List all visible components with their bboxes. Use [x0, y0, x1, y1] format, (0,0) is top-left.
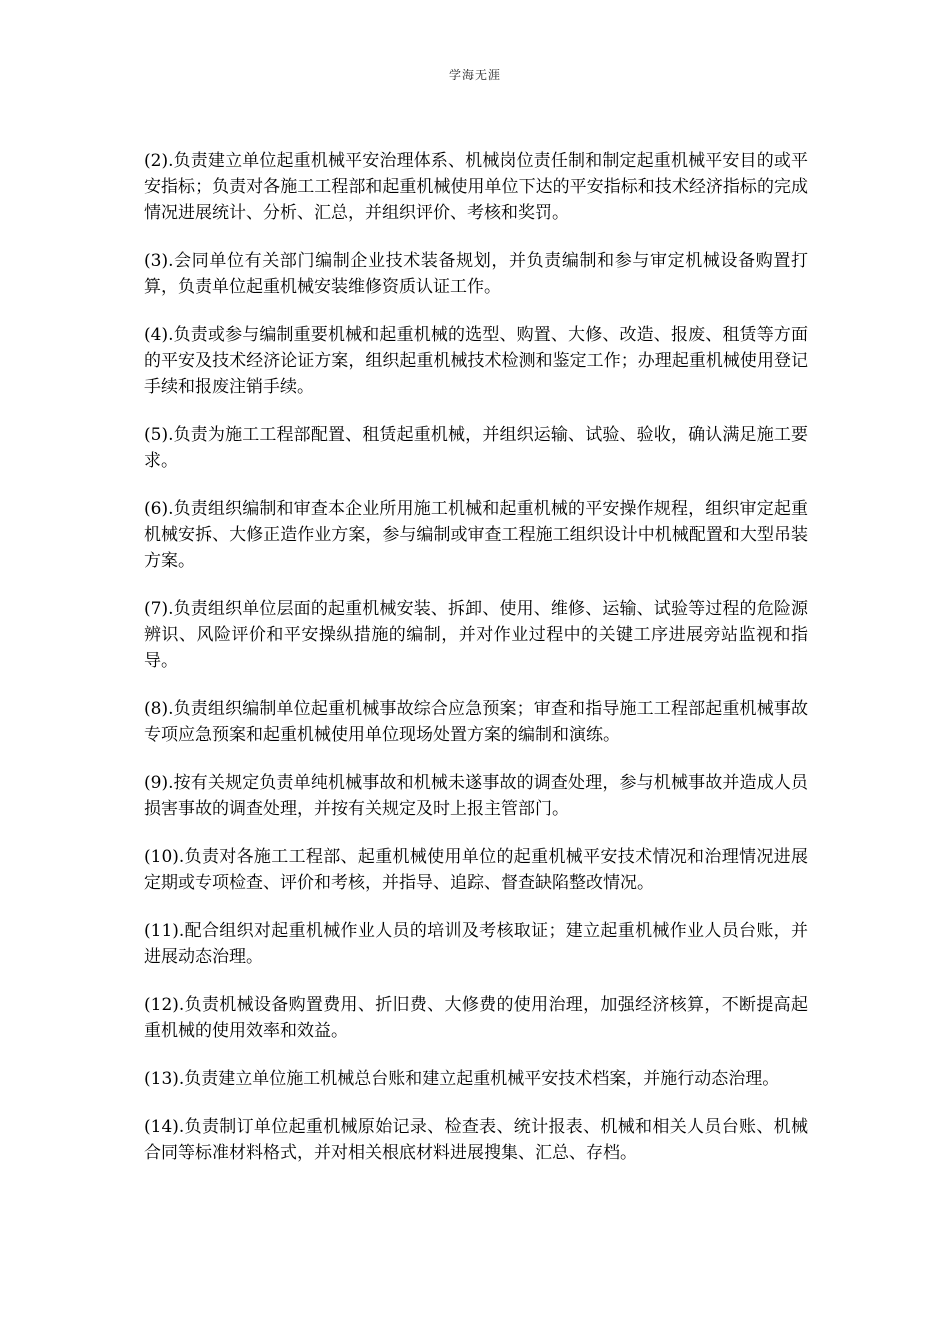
- paragraph-3: (3).会同单位有关部门编制企业技术装备规划，并负责编制和参与审定机械设备购置打算，负责单位起重机械安装维修资质认证工作。: [144, 251, 808, 297]
- paragraph-9: (9).按有关规定负责单纯机械事故和机械未遂事故的调查处理，参与机械事故并造成人员损害事故的调查处理，并按有关规定及时上报主管部门。: [144, 773, 808, 819]
- paragraph-7: (7).负责组织单位层面的起重机械安装、拆卸、使用、维修、运输、试验等过程的危险源辨识、风险评价和平安操纵措施的编制，并对作业过程中的关键工序进展旁站监视和指导。: [144, 599, 808, 671]
- paragraph-14: (14).负责制订单位起重机械原始记录、检查表、统计报表、机械和相关人员台账、机械合同等标准材料格式，并对相关根底材料进展搜集、汇总、存档。: [144, 1117, 808, 1163]
- paragraph-10: (10).负责对各施工工程部、起重机械使用单位的起重机械平安技术情况和治理情况进展定期或专项检查、评价和考核，并指导、追踪、督查缺陷整改情况。: [144, 847, 808, 893]
- paragraph-12: (12).负责机械设备购置费用、折旧费、大修费的使用治理，加强经济核算，不断提高起重机械的使用效率和效益。: [144, 995, 808, 1041]
- paragraph-13: (13).负责建立单位施工机械总台账和建立起重机械平安技术档案，并施行动态治理。: [144, 1069, 780, 1089]
- paragraph-2: (2).负责建立单位起重机械平安治理体系、机械岗位责任制和制定起重机械平安目的或平安指标；负责对各施工工程部和起重机械使用单位下达的平安指标和技术经济指标的完成情况进展统计、分析、汇总，并组织评价、考核和奖罚。: [144, 151, 808, 223]
- paragraph-5: (5).负责为施工工程部配置、租赁起重机械，并组织运输、试验、验收，确认满足施工要求。: [144, 425, 808, 471]
- page-header: 学海无涯: [448, 68, 501, 82]
- paragraph-8: (8).负责组织编制单位起重机械事故综合应急预案；审查和指导施工工程部起重机械事故专项应急预案和起重机械使用单位现场处置方案的编制和演练。: [144, 699, 808, 745]
- document-body: [144, 148, 808, 1188]
- paragraph-4: (4).负责或参与编制重要机械和起重机械的选型、购置、大修、改造、报废、租赁等方面的平安及技术经济论证方案，组织起重机械技术检测和鉴定工作；办理起重机械使用登记手续和报废注销手续。: [144, 325, 808, 397]
- paragraph-11: (11).配合组织对起重机械作业人员的培训及考核取证；建立起重机械作业人员台账，并进展动态治理。: [144, 921, 808, 967]
- paragraph-6: (6).负责组织编制和审查本企业所用施工机械和起重机械的平安操作规程，组织审定起重机械安拆、大修正造作业方案，参与编制或审查工程施工组织设计中机械配置和大型吊装方案。: [144, 499, 808, 571]
